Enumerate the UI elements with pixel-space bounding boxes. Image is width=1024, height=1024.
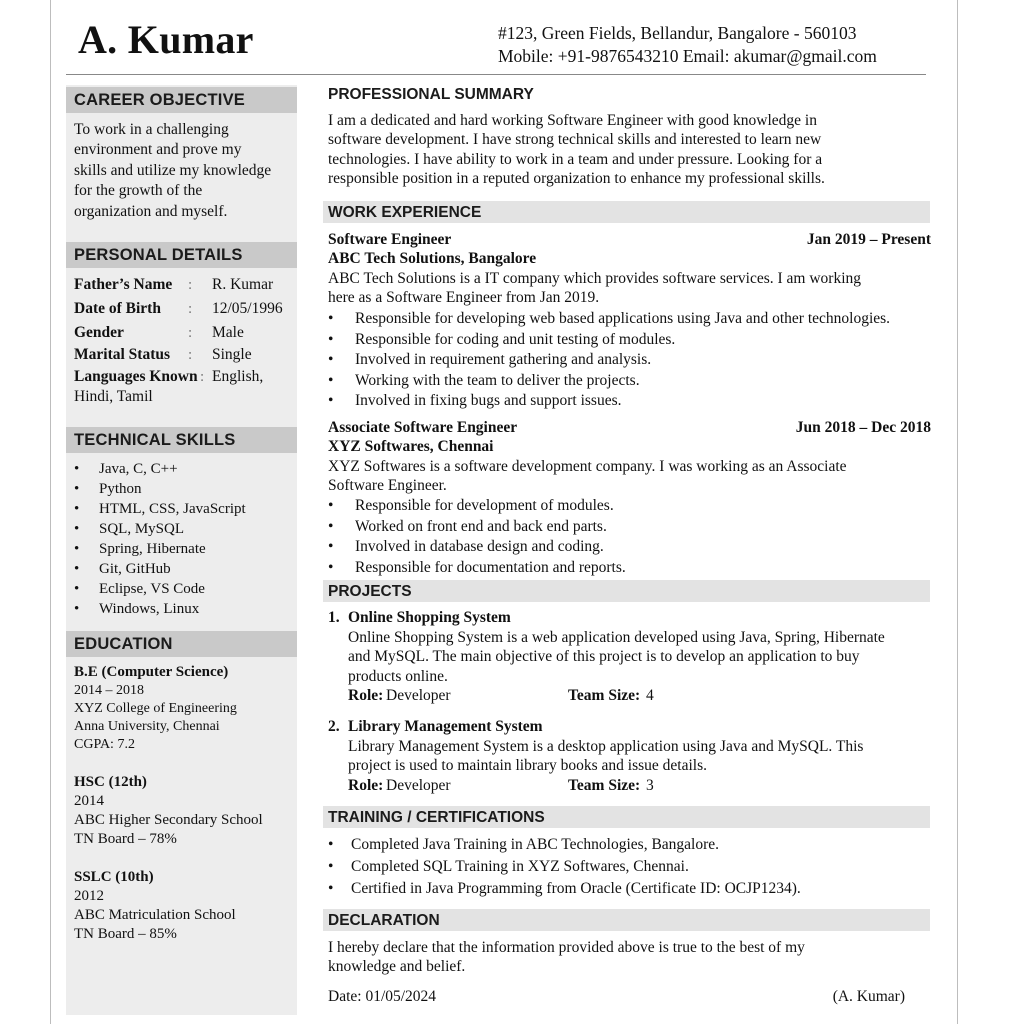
professional-summary-heading: PROFESSIONAL SUMMARY — [328, 86, 534, 103]
edu-line: TN Board – 85% — [74, 926, 177, 942]
job-bullet: • Responsible for coding and unit testing of modules. — [328, 330, 890, 351]
job-desc-line: here as a Software Engineer from Jan 2019. — [328, 289, 600, 307]
edu-line: TN Board – 78% — [74, 831, 177, 847]
project-desc-line: and MySQL. The main objective of this project is to develop an application to buy — [348, 648, 860, 666]
summary-line: I am a dedicated and hard working Software Engineer with good knowledge in — [328, 112, 817, 129]
job-dates: Jun 2018 – Dec 2018 — [795, 419, 931, 436]
job-description — [328, 457, 928, 496]
page-border-left — [50, 0, 51, 1024]
pd-value-dob: 12/05/1996 — [212, 300, 283, 317]
project-title: Library Management System — [348, 718, 543, 735]
team-size-value: 4 — [646, 687, 654, 704]
edu-title: SSLC (10th) — [74, 869, 154, 885]
edu-line: 2014 – 2018 — [74, 683, 144, 698]
role-value: Developer — [386, 777, 451, 794]
pd-label-father: Father’s Name — [74, 276, 173, 293]
job-bullet-list — [328, 496, 626, 578]
job-bullet: • Involved in fixing bugs and support issues. — [328, 391, 890, 412]
pd-colon: : — [188, 347, 193, 363]
project-desc-line: products online. — [348, 667, 448, 685]
training-list — [328, 834, 801, 900]
declaration-line: knowledge and belief. — [328, 958, 466, 976]
team-size-value: 3 — [646, 777, 654, 794]
job-bullet-list — [328, 309, 890, 412]
summary-line: responsible position in a reputed organization to enhance my professional skills. — [328, 169, 825, 187]
pd-value-gender: Male — [212, 324, 244, 341]
pd-value-marital: Single — [212, 346, 252, 363]
projects-header-bar — [323, 580, 930, 602]
skill-item: • Java, C, C++ — [74, 459, 246, 479]
contact-block — [498, 22, 877, 68]
skill-item: • Eclipse, VS Code — [74, 579, 246, 599]
edu-line: ABC Matriculation School — [74, 907, 236, 923]
edu-line: 2012 — [74, 888, 104, 904]
job-description — [328, 269, 928, 308]
job-bullet: • Involved in database design and coding. — [328, 537, 626, 558]
declaration-text — [328, 938, 928, 977]
pd-label-gender: Gender — [74, 324, 124, 341]
pd-colon: : — [188, 301, 193, 317]
edu-line: 2014 — [74, 793, 104, 809]
career-objective-heading: CAREER OBJECTIVE — [74, 91, 245, 109]
team-size-label: Team Size: — [568, 777, 641, 794]
skill-item: • Windows, Linux — [74, 599, 246, 619]
career-objective-text — [74, 120, 271, 222]
project-number: 1. — [328, 609, 340, 626]
personal-details-heading: PERSONAL DETAILS — [74, 246, 243, 264]
objective-line: organization and myself. — [74, 202, 228, 220]
training-heading: TRAINING / CERTIFICATIONS — [328, 809, 545, 826]
project-number: 2. — [328, 718, 340, 735]
job-company: ABC Tech Solutions, Bangalore — [328, 250, 537, 267]
pd-label-marital: Marital Status — [74, 346, 171, 363]
job-bullet: • Working with the team to deliver the projects. — [328, 371, 890, 392]
skill-item: • HTML, CSS, JavaScript — [74, 499, 246, 519]
projects-heading: PROJECTS — [328, 583, 412, 600]
contact-line: Mobile: +91-9876543210 Email: akumar@gmail.com — [498, 46, 877, 66]
pd-label-languages: Languages Known — [74, 368, 198, 385]
project-description — [348, 628, 928, 686]
edu-line: CGPA: 7.2 — [74, 737, 135, 752]
signature: (A. Kumar) — [832, 988, 905, 1005]
training-item: • Completed SQL Training in XYZ Softwares, Chennai. — [328, 856, 801, 878]
job-dates: Jan 2019 – Present — [806, 231, 931, 248]
job-company: XYZ Softwares, Chennai — [328, 438, 494, 455]
project-desc-line: Library Management System is a desktop application using Java and MySQL. This — [348, 738, 864, 755]
training-item: • Certified in Java Programming from Oracle (Certificate ID: OCJP1234). — [328, 878, 801, 900]
skill-item: • Python — [74, 479, 246, 499]
project-title: Online Shopping System — [348, 609, 511, 626]
professional-summary-text — [328, 111, 928, 188]
skill-item: • SQL, MySQL — [74, 519, 246, 539]
edu-title: HSC (12th) — [74, 774, 147, 790]
job-bullet: • Responsible for development of modules. — [328, 496, 626, 517]
pd-value-languages: English, — [212, 368, 264, 385]
job-bullet: • Responsible for documentation and reports. — [328, 558, 626, 579]
job-desc-line: ABC Tech Solutions is a IT company which provides software services. I am working — [328, 270, 861, 287]
pd-colon: : — [188, 325, 193, 341]
page-border-right — [957, 0, 958, 1024]
declaration-line: I hereby declare that the information provided above is true to the best of my — [328, 939, 805, 956]
role-label: Role: — [348, 687, 384, 704]
training-item: • Completed Java Training in ABC Technologies, Bangalore. — [328, 834, 801, 856]
job-bullet: • Involved in requirement gathering and analysis. — [328, 350, 890, 371]
pd-languages-continued: Hindi, Tamil — [74, 388, 153, 405]
address: #123, Green Fields, Bellandur, Bangalore - 560103 — [498, 23, 857, 43]
pd-value-father: R. Kumar — [212, 276, 274, 293]
skill-item: • Git, GitHub — [74, 559, 246, 579]
project-description — [348, 737, 928, 776]
skills-list — [74, 459, 246, 619]
summary-line: software development. I have strong technical skills and interested to learn new — [328, 131, 822, 149]
skill-item: • Spring, Hibernate — [74, 539, 246, 559]
job-desc-line: Software Engineer. — [328, 477, 447, 495]
objective-line: for the growth of the — [74, 182, 203, 200]
declaration-date: Date: 01/05/2024 — [328, 988, 437, 1005]
candidate-name: A. Kumar — [78, 17, 254, 62]
edu-line: Anna University, Chennai — [74, 719, 220, 734]
summary-line: technologies. I have ability to work in a team and under pressure. Looking for a — [328, 150, 823, 168]
edu-title: B.E (Computer Science) — [74, 664, 229, 680]
declaration-heading: DECLARATION — [328, 912, 440, 929]
role-value: Developer — [386, 687, 451, 704]
edu-line: ABC Higher Secondary School — [74, 812, 263, 828]
pd-label-dob: Date of Birth — [74, 300, 161, 317]
objective-line: environment and prove my — [74, 141, 242, 159]
team-size-label: Team Size: — [568, 687, 641, 704]
pd-colon: : — [200, 369, 205, 385]
education-heading: EDUCATION — [74, 635, 173, 653]
objective-line: To work in a challenging — [74, 121, 229, 138]
job-title: Associate Software Engineer — [328, 419, 518, 436]
job-bullet: • Worked on front end and back end parts. — [328, 517, 626, 538]
role-label: Role: — [348, 777, 384, 794]
project-desc-line: project is used to maintain library books and issue details. — [348, 757, 708, 775]
header-rule — [66, 74, 926, 75]
edu-line: XYZ College of Engineering — [74, 701, 237, 716]
project-desc-line: Online Shopping System is a web application developed using Java, Spring, Hibernate — [348, 629, 885, 646]
technical-skills-heading: TECHNICAL SKILLS — [74, 431, 236, 449]
job-title: Software Engineer — [328, 231, 452, 248]
job-bullet: • Responsible for developing web based applications using Java and other technologies. — [328, 309, 890, 330]
pd-colon: : — [188, 277, 193, 293]
work-experience-heading: WORK EXPERIENCE — [328, 204, 482, 221]
objective-line: skills and utilize my knowledge — [74, 161, 272, 179]
job-desc-line: XYZ Softwares is a software development company. I was working as an Associate — [328, 458, 847, 475]
